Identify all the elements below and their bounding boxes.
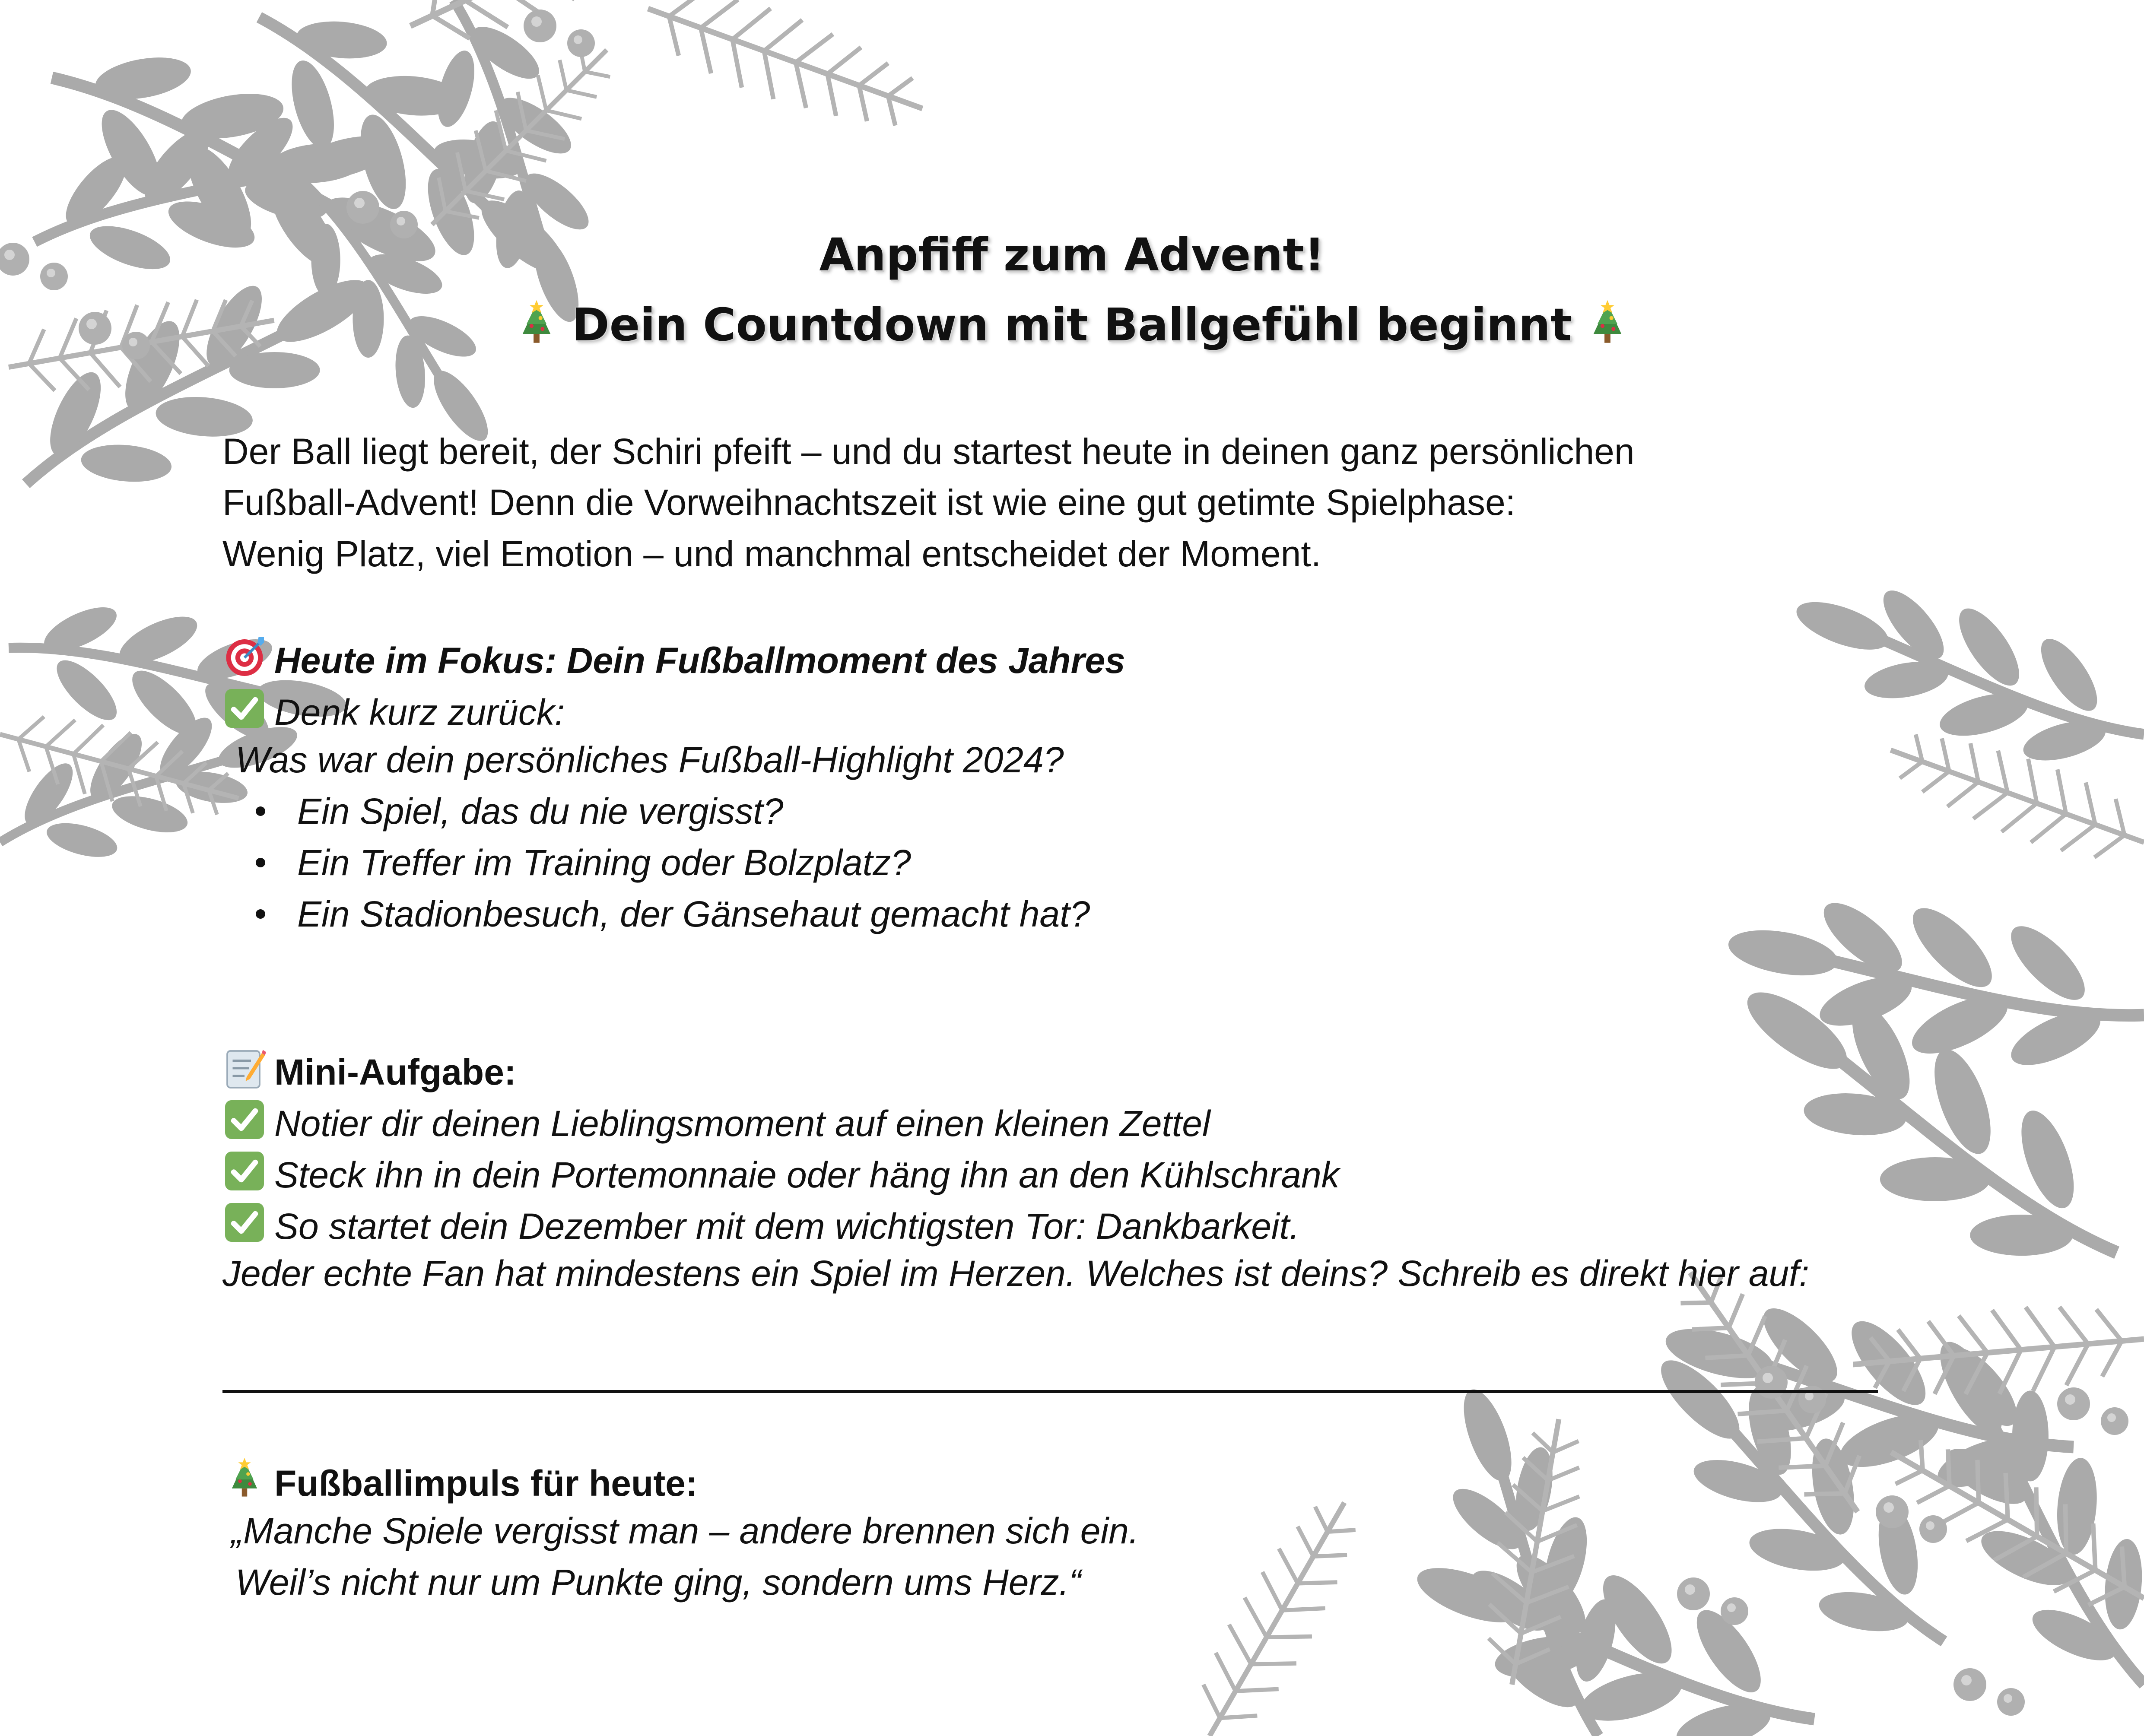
bullet-dot xyxy=(256,909,265,919)
focus-heading-text: Heute im Fokus: Dein Fußballmoment des Jahres xyxy=(274,640,1125,681)
check-mark-icon xyxy=(222,1149,267,1193)
christmas-tree-icon xyxy=(222,1458,267,1501)
impulse-heading-text: Fußballimpuls für heute: xyxy=(274,1463,698,1504)
task-check-1 xyxy=(222,1098,1210,1145)
intro-line-1: Der Ball liegt bereit, der Schiri pfeift – und du startest heute in deinen ganz persönlichen xyxy=(222,431,1635,472)
task-check-text: So startet dein Dezember mit dem wichtigsten Tor: Dankbarkeit. xyxy=(274,1206,1300,1247)
answer-line[interactable] xyxy=(222,1390,1878,1393)
christmas-tree-icon xyxy=(1588,300,1627,348)
impulse-heading xyxy=(222,1458,698,1505)
memo-icon xyxy=(222,1047,267,1090)
impulse-quote-line-1: „Manche Spiele vergisst man – andere brennen sich ein. xyxy=(231,1511,1139,1551)
bullet-item-1: Ein Spiel, das du nie vergisst? xyxy=(297,791,784,832)
intro-line-2: Fußball-Advent! Denn die Vorweihnachtszeit ist wie eine gut getimte Spielphase: xyxy=(222,482,1515,523)
bullet-dot xyxy=(256,806,265,816)
focus-check-line xyxy=(222,687,565,734)
task-heading xyxy=(222,1047,516,1094)
title-text: Dein Countdown mit Ballgefühl beginnt xyxy=(572,298,1572,351)
impulse-quote-line-2: Weil’s nicht nur um Punkte ging, sondern ums Herz.“ xyxy=(235,1562,1081,1603)
check-mark-icon xyxy=(222,1201,267,1244)
title-line-1: Anpfiff zum Advent! xyxy=(819,229,1325,281)
task-prompt: Jeder echte Fan hat mindestens ein Spiel im Herzen. Welches ist deins? Schreib es direkt hier auf: xyxy=(222,1253,1809,1294)
christmas-tree-icon xyxy=(517,300,556,348)
target-icon xyxy=(222,635,267,678)
task-check-3 xyxy=(222,1201,1299,1248)
title-line-2 xyxy=(0,295,2144,355)
task-heading-text: Mini-Aufgabe: xyxy=(274,1052,516,1092)
bullet-item-2: Ein Treffer im Training oder Bolzplatz? xyxy=(297,842,911,883)
task-check-text: Notier dir deinen Lieblingsmoment auf einen kleinen Zettel xyxy=(274,1103,1210,1144)
task-check-2 xyxy=(222,1149,1340,1196)
intro-line-3: Wenig Platz, viel Emotion – und manchmal entscheidet der Moment. xyxy=(222,533,1321,574)
focus-check-text: Denk kurz zurück: xyxy=(274,692,565,733)
bullet-item-3: Ein Stadionbesuch, der Gänsehaut gemacht hat? xyxy=(297,894,1090,934)
check-mark-icon xyxy=(222,687,267,730)
task-check-text: Steck ihn in dein Portemonnaie oder häng ihn an den Kühlschrank xyxy=(274,1155,1340,1195)
check-mark-icon xyxy=(222,1098,267,1141)
focus-question: Was war dein persönliches Fußball-Highlight 2024? xyxy=(235,739,1064,780)
focus-heading xyxy=(222,635,1125,682)
bullet-dot xyxy=(256,858,265,867)
